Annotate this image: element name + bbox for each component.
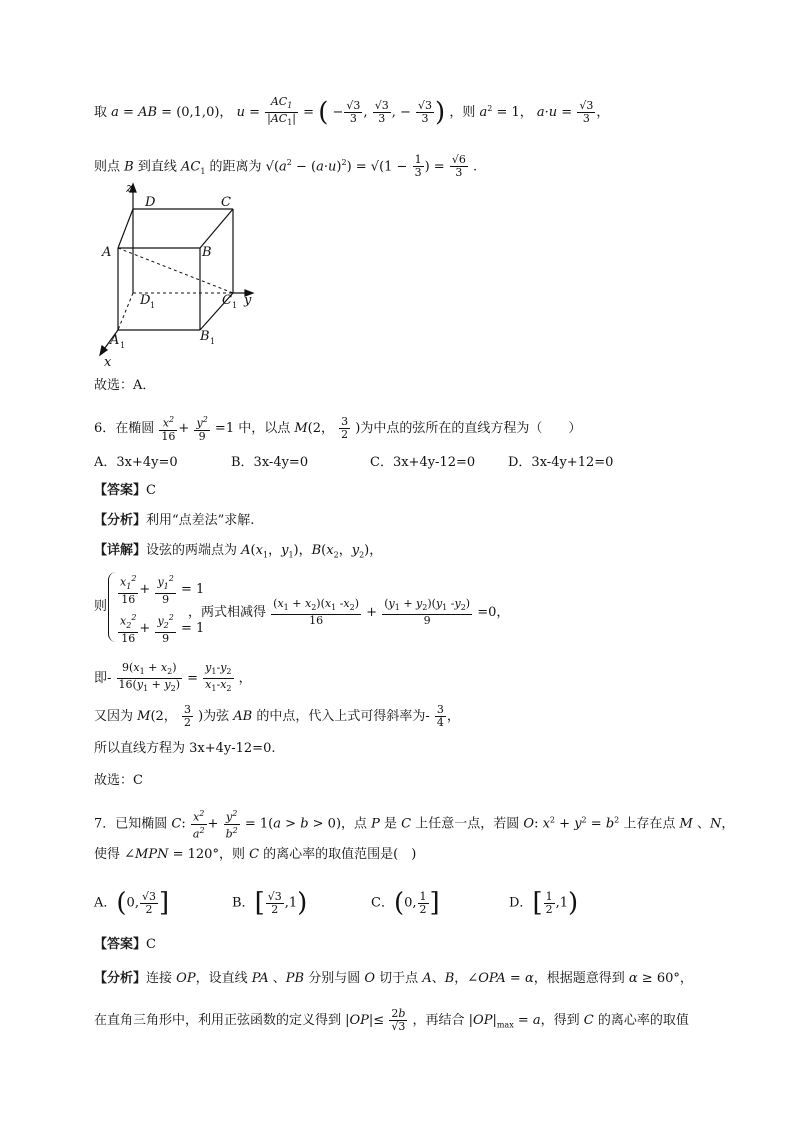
label-y: y bbox=[244, 293, 252, 308]
q6-detail-4: 又因为 M(2， $\frac{3}{2}$ )为弦 AB 的中点，代入上式可得斜率为- $\frac{3}{4}$ ， bbox=[94, 703, 460, 729]
q7-analysis-1: 【分析】连接 OP，设直线 PA 、PB 分别与圆 O 切于点 A、B，∠OPA = α，根据题意得到 α ≥ 60°， bbox=[94, 971, 693, 986]
q7-analysis-2: 在直角三角形中，利用正弦函数的定义得到 |OP|≤ $\frac{2b}{√3}$ ，再结合 $|OP|_{max} = a$，得到 C 的离心率的取值 bbox=[94, 1007, 689, 1033]
label-z: z bbox=[126, 181, 133, 196]
cube-figure bbox=[88, 180, 268, 370]
solution-vector-line: 取 a = AB = (0,1,0)， u = $\frac{AC_1}{|AC_1|}$ = ( − $\frac{√3}{3}$ , $\frac{√3}{3}$ , − $\frac{√3}{3}$ ) ，则 $a^2 = 1$， a·u = $\frac{√3}{3}$ ， bbox=[94, 95, 610, 128]
label-B: B bbox=[202, 245, 212, 260]
q6-options bbox=[94, 451, 714, 469]
label-D: D bbox=[145, 195, 156, 210]
label-B1: B bbox=[200, 329, 210, 344]
q6-option-d: D．3x-4y+12=0 bbox=[508, 455, 614, 470]
q7-stem-1: 7．已知椭圆 C: $\frac{x^2}{a^2}$ + $\frac{y^2}{b^2}$ = 1(a > b > 0)，点 P 是 C 上任意一点，若圆 O: $x^2 + y^2 = b^2$ 上存在点 M 、N， bbox=[94, 809, 735, 841]
q7-answer: 【答案】C bbox=[94, 937, 156, 952]
label-D1-sub: 1 bbox=[150, 301, 156, 310]
label-x: x bbox=[104, 355, 112, 370]
system-eq-1: $\frac{x_1^2}{16}$ + $\frac{y_1^2}{9}$ = 1 bbox=[120, 574, 205, 606]
system-eq-2: $\frac{x_2^2}{16}$ + $\frac{y_2^2}{9}$ = 1 bbox=[120, 613, 205, 645]
q6-analysis: 【分析】利用“点差法”求解. bbox=[94, 513, 255, 528]
q7-option-b: B．[ $\frac{√3}{2}$ ,1) bbox=[232, 888, 308, 918]
q5-choose-line: 故选：A． bbox=[94, 378, 156, 393]
label-D1: D bbox=[140, 293, 151, 308]
label-C: C bbox=[221, 195, 231, 210]
q6-detail-2-prefix: 则 bbox=[94, 599, 108, 614]
q6-stem: 6．在椭圆 $\frac{x^2}{16}$ + $\frac{y^2}{9}$ =1 中，以点 M(2， $\frac{3}{2}$ )为中点的弦所在的直线方程为（ ） bbox=[94, 414, 582, 443]
q7-option-d: D．[ $\frac{1}{2}$ ,1) bbox=[509, 888, 579, 918]
q6-answer: 【答案】C bbox=[94, 483, 156, 498]
q7-options bbox=[94, 888, 714, 918]
q6-option-b: B．3x-4y=0 bbox=[231, 455, 309, 470]
q7-option-c: C．(0, $\frac{1}{2}$ ] bbox=[371, 888, 440, 918]
q6-detail-5: 所以直线方程为 3x+4y-12=0. bbox=[94, 741, 276, 756]
label-B1-sub: 1 bbox=[210, 337, 216, 346]
label-A1-sub: 1 bbox=[120, 341, 126, 350]
label-C1-sub: 1 bbox=[232, 301, 238, 310]
distance-result-line: 则点 B 到直线 $AC_1$ 的距离为 $√(a^2 - (a\cdot u)^2) = √(1$ − $\frac{1}{3}$ ) = $\frac{√6}{3}$ . bbox=[94, 153, 478, 180]
q6-option-c: C．3x+4y-12=0 bbox=[370, 455, 476, 470]
q6-subtract-line: ，两式相减得 $\frac{(x_1 + x_2)(x_1 -x_2)}{16}$ + $\frac{(y_1 + y_2)(y_1 -y_2)}{9}$ =0， bbox=[188, 597, 510, 628]
q6-choose: 故选：C bbox=[94, 773, 143, 788]
system-brace bbox=[108, 572, 117, 642]
label-A1: A bbox=[110, 333, 120, 348]
q6-detail-3: 即- $\frac{9(x_1 + x_2)}{16(y_1 + y_2)}$ = $\frac{y_1-y_2}{x_1-x_2}$ ， bbox=[94, 661, 252, 694]
q6-detail-1: 【详解】设弦的两端点为 $A(x_1$，$y_1$)，$B(x_2$，$y_2$)， bbox=[94, 543, 383, 560]
q7-stem-2: 使得 ∠MPN = 120°，则 C 的离心率的取值范围是( ) bbox=[94, 847, 417, 862]
q7-option-a: A．(0, $\frac{√3}{2}$ ] bbox=[94, 888, 170, 918]
label-C1: C bbox=[222, 293, 232, 308]
q6-option-a: A．3x+4y=0 bbox=[94, 455, 178, 470]
label-A: A bbox=[102, 245, 112, 260]
